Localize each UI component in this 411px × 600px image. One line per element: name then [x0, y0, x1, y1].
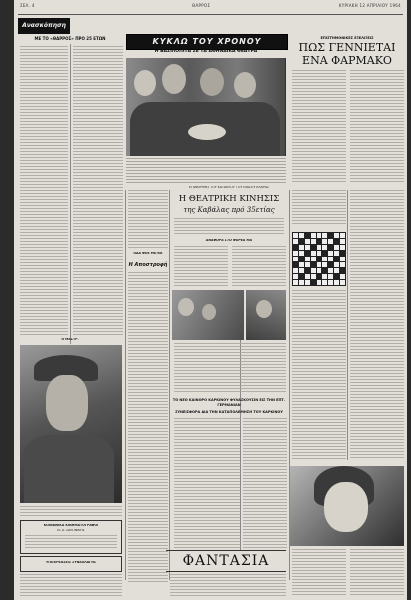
photo-divider — [285, 58, 286, 156]
article-text — [174, 246, 228, 288]
meeting-photo-left — [172, 290, 244, 340]
article-text — [174, 418, 240, 548]
article-text — [20, 46, 68, 336]
person-shape — [134, 70, 156, 96]
right-headline-line2: ΕΝΑ ΦΑΡΜΑΚΟ — [302, 54, 392, 67]
face-shape — [46, 375, 88, 431]
person-shape — [234, 72, 256, 98]
article-text — [292, 290, 346, 460]
fund-title: ΤΟ ΝΕΟ ΚΑΙΝΟΡΟ ΚΑΡΚΙΝΟΥ ΦΥΛΑΣΚΟΥΣΙΝ ΕΙΣ ΤΗΝ ΕΠΤ. ΓΕΡΜΑΝΙΑΝ — [172, 398, 286, 407]
column-separator — [70, 44, 71, 344]
article-text — [128, 190, 168, 250]
article-text — [350, 70, 404, 182]
center-headline-line2: της Καβάλας πρό 35ετίας — [183, 206, 275, 214]
person-shape — [200, 68, 224, 96]
theatre-group-photo — [126, 58, 285, 156]
photo-caption-text — [174, 343, 286, 393]
top-rule — [18, 14, 403, 15]
article-text — [232, 246, 286, 288]
actress-portrait-photo — [290, 466, 404, 546]
portrait-photo — [20, 345, 122, 503]
right-kicker: ΕΠΙΣΤΗΜΟΝΙΚΕΣ ΕΞΕΛΙΞΕΙΣ — [320, 36, 374, 40]
center-box-heading-2: Η Αποστροφή — [128, 262, 168, 268]
article-text — [73, 46, 123, 336]
portrait-caption: Ο ΜΑΣΤΡ. — [61, 338, 79, 341]
cinema-box — [20, 520, 122, 554]
photo-caption-text — [292, 549, 346, 595]
coat-shape — [24, 435, 114, 503]
article-text — [20, 574, 122, 596]
meeting-photo-right — [246, 290, 286, 340]
left-heading: ΜΕ ΤΟ «ΘΑΡΡΟΣ» ΠΡΟ 25 ΕΤΩΝ — [34, 36, 106, 41]
column-separator — [125, 190, 126, 580]
center-byline: ΑΝΑΦΟΡΑ ΣΤΟ ΦΟΡΕΑ ΜΑ — [205, 239, 253, 242]
banner-title: ΚΥΚΛΩ ΤΟΥ ΧΡΟΝΟΥ — [126, 34, 288, 50]
person-shape — [162, 64, 186, 94]
cinema-box-title: ΚΟΙΝΩΝΙΚΑ ΚΙΝΗΜΑΤΟΓΡΑΦΟΙ — [43, 524, 99, 527]
page-number: ΣΕΛ. 4 — [20, 3, 35, 8]
center-headline-line1: Η ΘΕΑΤΡΙΚΗ ΚΙΝΗΣΙΣ — [178, 194, 280, 204]
article-text — [292, 190, 346, 226]
face-shape — [324, 482, 368, 532]
cake-shape — [188, 124, 226, 140]
notice-box-title: ΥΠΟΧΡΕΩΣΕΙΣ ΣΥΝΑΛΛΑΓΗΣ — [45, 561, 97, 564]
article-text — [25, 535, 117, 550]
photo-caption-text — [126, 158, 286, 184]
newspaper-name: ΘΑΡΡΟΣ — [192, 3, 211, 8]
fantasia-headline: ΦΑΝΤΑΣΙΑ — [166, 550, 286, 572]
center-kicker: ΕΙ ΑΦΟΡΜΗΣ ΤΟΥ ΚΑΤΑΝΤΟΥ ΤΟΥ ΘΙΑΣΟΥ ΚΛΑΡΑΣ — [189, 186, 269, 189]
column-separator — [169, 190, 170, 580]
article-text — [243, 418, 287, 548]
article-text — [292, 70, 346, 182]
article-text — [350, 190, 404, 460]
article-text — [128, 272, 168, 582]
fund-subtitle: ΣΥΝΕΙΣΦΟΡΑ ΔΙΑ ΤΗΝ ΚΑΤΑΠΟΛΕΜΗΣΗ ΤΟΥ ΚΑΡΚΙΝΟΥ — [175, 410, 283, 414]
person-shape — [178, 298, 194, 316]
article-text — [170, 574, 286, 596]
article-text — [20, 506, 122, 518]
person-shape — [256, 300, 272, 318]
article-deck — [174, 218, 284, 236]
person-shape — [202, 304, 216, 320]
crossword-grid — [292, 232, 346, 286]
right-headline-line1: ΠΩΣ ΓΕΝΝΙΕΤΑΙ — [298, 41, 396, 54]
article-text — [350, 549, 404, 595]
banner-subtitle: Η ΒΑΣΙΛΟΠΙΤΑ ΣΕ ΤΑ ΑΘΗΝΑΪΚΑ ΘΕΑΤΡΑ — [154, 49, 258, 54]
column-separator — [347, 190, 348, 460]
notice-box — [20, 556, 122, 572]
center-box-heading-1: ΟΑΑ ΦΟΕ ΜΕ?ΕΚ — [133, 252, 163, 255]
cinema-box-subtitle: Ν. Α. ΣΑΛΟΝΙΚΗΣ — [57, 529, 85, 532]
newspaper-page — [14, 0, 407, 600]
column-masthead: Ανασκόπηση — [18, 18, 70, 34]
issue-date: ΚΥΡΙΑΚΗ 12 ΑΠΡΙΛΙΟΥ 1964 — [338, 3, 401, 8]
